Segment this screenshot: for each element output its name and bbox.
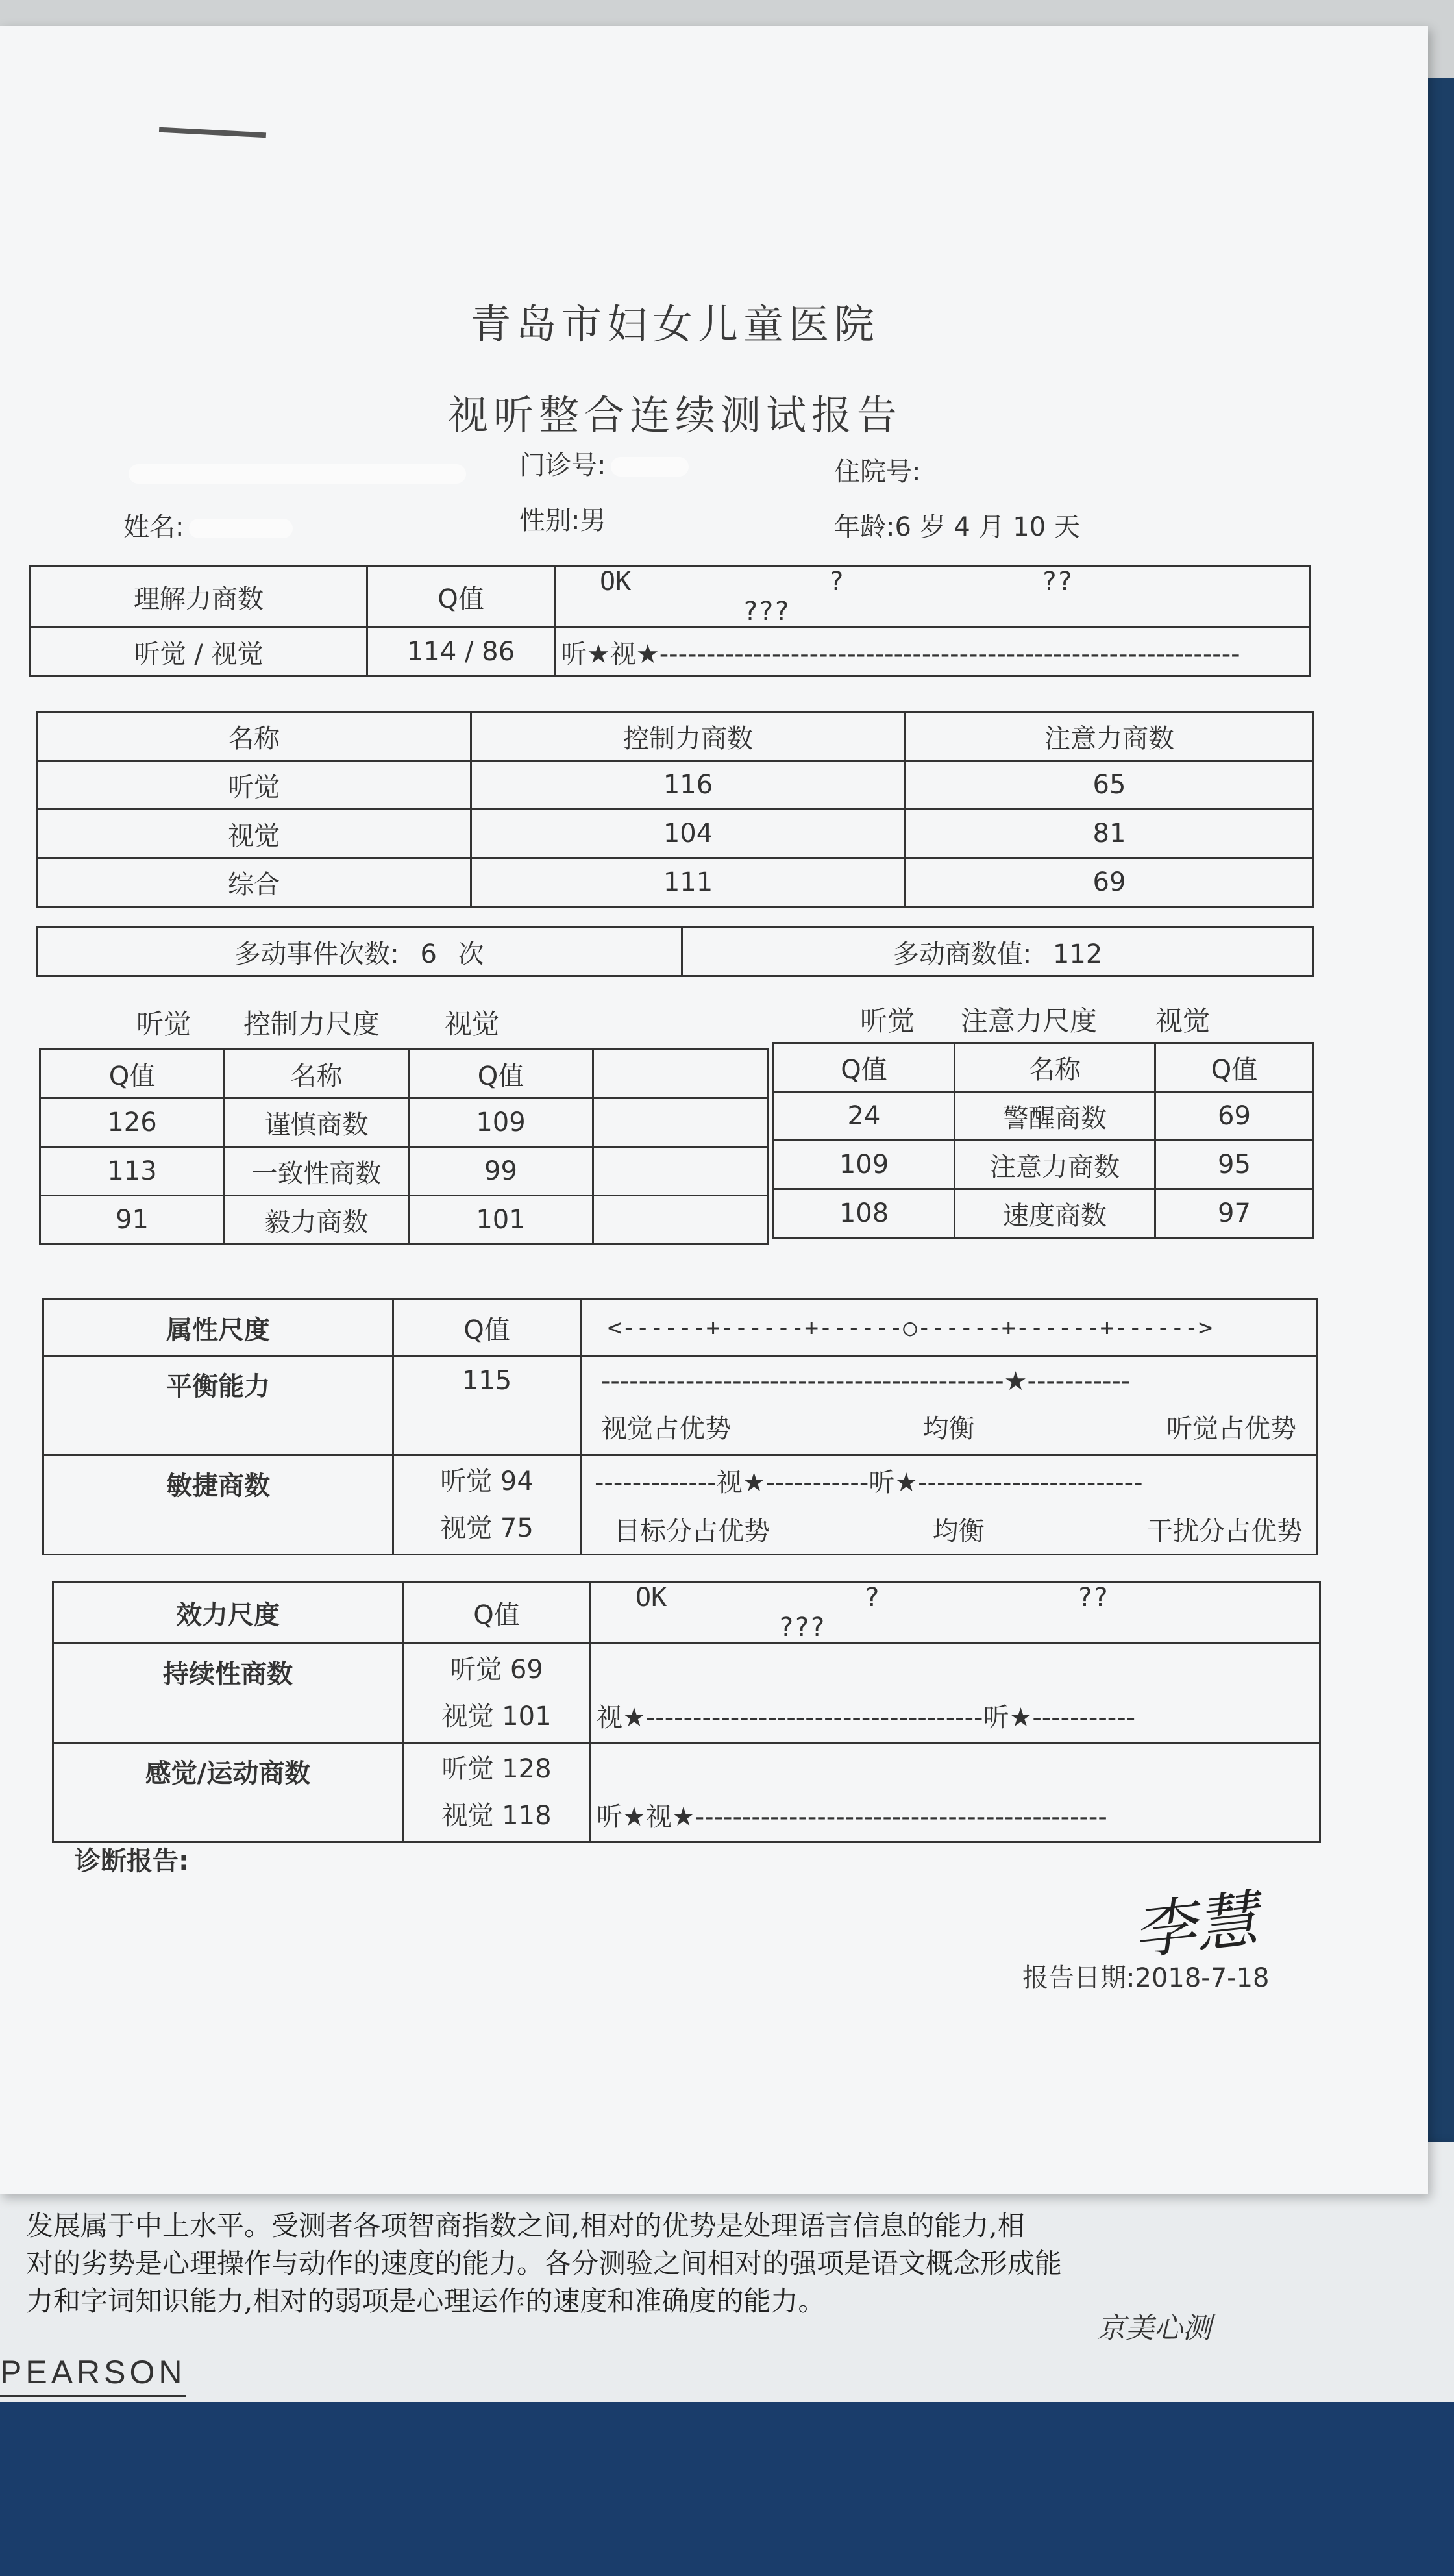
scale-ok: OK — [635, 1583, 667, 1613]
outpatient-label: 门诊号: — [519, 451, 606, 480]
underlying-brand-logo: 京美心测 — [1097, 2312, 1211, 2345]
table-row — [37, 858, 1314, 907]
sensory-label: 感觉/运动商数 — [53, 1743, 403, 1842]
sustain-values — [403, 1644, 591, 1743]
control-scale-left: 听觉 — [136, 1008, 191, 1040]
patient-name — [123, 506, 293, 543]
sensory-vis: 视觉 118 — [441, 1801, 552, 1831]
sensory-line: 听★视★-------------------------------------------- — [591, 1743, 1320, 1842]
redacted-line — [123, 458, 466, 488]
table-row — [774, 1141, 1314, 1189]
effort-scale — [591, 1582, 1320, 1644]
inpatient-label: 住院号: — [834, 457, 921, 487]
cs-blank — [593, 1050, 769, 1098]
hyper-events — [37, 928, 682, 976]
agility-legend — [595, 1511, 1303, 1548]
ca-row-control: 104 — [471, 810, 906, 858]
control-scale-table — [39, 1048, 769, 1245]
scale-q3: ??? — [778, 1613, 826, 1642]
sex-label: 性别: — [519, 506, 580, 536]
hyper-events-label: 多动事件次数: — [234, 939, 399, 969]
effort-q-header: Q值 — [403, 1582, 591, 1644]
agility-vis: 视觉 75 — [440, 1513, 534, 1543]
ca-row-name: 视觉 — [37, 810, 471, 858]
as-vis: 69 — [1155, 1092, 1314, 1141]
hyper-events-value: 6 — [420, 939, 437, 969]
redaction-mark — [189, 519, 293, 538]
comprehension-label: 理解力商数 — [31, 566, 367, 628]
sustain-line: 视★------------------------------------听★----------- — [591, 1644, 1320, 1743]
balance-line: -------------------------------------------★----------- — [601, 1366, 1131, 1396]
cs-header-name: 名称 — [225, 1050, 409, 1098]
ca-header-control: 控制力商数 — [471, 712, 906, 761]
agility-aud: 听觉 94 — [440, 1467, 534, 1496]
table-row — [774, 1189, 1314, 1238]
report-paper — [0, 26, 1428, 2194]
control-attention-table — [36, 711, 1314, 908]
cs-blank — [593, 1098, 769, 1147]
ca-row-attention: 69 — [906, 858, 1314, 907]
cs-aud: 126 — [40, 1098, 225, 1147]
table-row — [37, 761, 1314, 810]
inpatient-number — [834, 451, 920, 488]
balance-legend — [601, 1408, 1296, 1445]
hyper-quotient-value: 112 — [1052, 939, 1103, 969]
as-vis: 97 — [1155, 1189, 1314, 1238]
attention-scale-title: 注意力尺度 — [961, 1005, 1098, 1037]
hospital-name: 青岛市妇女儿童医院 — [470, 301, 880, 348]
effort-table — [52, 1581, 1321, 1843]
sustain-label: 持续性商数 — [53, 1644, 403, 1743]
balance-right: 听觉占优势 — [1166, 1413, 1296, 1444]
cs-header-vis: Q值 — [409, 1050, 593, 1098]
comprehension-stars: 听★视★ — [561, 639, 659, 669]
attribute-label: 属性尺度 — [43, 1300, 393, 1356]
cs-blank — [593, 1196, 769, 1245]
ca-header-name: 名称 — [37, 712, 471, 761]
as-name: 注意力商数 — [955, 1141, 1155, 1189]
background-floor — [0, 2402, 1454, 2576]
diagnosis-label: 诊断报告: — [75, 1846, 189, 1876]
agility-right: 干扰分占优势 — [1147, 1517, 1303, 1546]
ca-row-attention: 81 — [906, 810, 1314, 858]
cs-vis: 99 — [409, 1147, 593, 1196]
q-header: Q值 — [367, 566, 555, 628]
sensory-values — [403, 1743, 591, 1842]
hyper-events-unit: 次 — [458, 939, 484, 969]
table-row — [774, 1092, 1314, 1141]
cs-header-aud: Q值 — [40, 1050, 225, 1098]
report-date-label: 报告日期: — [1022, 1963, 1135, 1993]
sustain-vis: 视觉 101 — [441, 1702, 552, 1731]
control-scale-right: 视觉 — [445, 1008, 500, 1040]
attention-scale-right: 视觉 — [1155, 1005, 1211, 1037]
cs-name: 谨慎商数 — [225, 1098, 409, 1147]
balance-value: 115 — [393, 1356, 581, 1455]
as-header-aud: Q值 — [774, 1043, 955, 1092]
balance-scale — [581, 1356, 1317, 1455]
comprehension-scale — [555, 566, 1311, 628]
as-aud: 109 — [774, 1141, 955, 1189]
comprehension-row-values: 114 / 86 — [367, 628, 555, 676]
effort-label: 效力尺度 — [53, 1582, 403, 1644]
attribute-q-header: Q值 — [393, 1300, 581, 1356]
scale-q3: ??? — [743, 597, 790, 626]
sex-value: 男 — [580, 506, 606, 536]
scale-q2: ?? — [1041, 567, 1073, 597]
attribute-table — [42, 1298, 1318, 1555]
comprehension-table — [29, 565, 1311, 677]
scale-q1: ? — [864, 1583, 880, 1613]
patient-age — [834, 506, 1080, 543]
hyper-quotient-label: 多动商数值: — [893, 939, 1032, 969]
cs-blank — [593, 1147, 769, 1196]
attention-scale-table — [772, 1042, 1314, 1239]
ca-row-name: 听觉 — [37, 761, 471, 810]
agility-mid: 均衡 — [932, 1517, 985, 1546]
cs-aud: 113 — [40, 1147, 225, 1196]
report-date — [1022, 1957, 1270, 1994]
sensory-aud: 听觉 128 — [441, 1754, 552, 1784]
scale-q1: ? — [828, 567, 844, 597]
hyperactivity-table — [36, 926, 1314, 977]
balance-left: 视觉占优势 — [601, 1413, 731, 1444]
name-label: 姓名: — [123, 512, 184, 542]
table-row — [40, 1098, 769, 1147]
cs-vis: 101 — [409, 1196, 593, 1245]
attribute-scale-line: <------+------+------○------+------+------> — [581, 1300, 1317, 1356]
ca-row-control: 111 — [471, 858, 906, 907]
table-row — [40, 1196, 769, 1245]
underlying-line: 对的劣势是心理操作与动作的速度的能力。各分测验之间相对的强项是语文概念形成能 — [26, 2248, 1063, 2279]
cs-aud: 91 — [40, 1196, 225, 1245]
ca-header-attention: 注意力商数 — [906, 712, 1314, 761]
staple-mark — [159, 127, 266, 138]
patient-sex — [519, 500, 606, 537]
comprehension-row-marks: 听★视★-------------------------------------------------------------- — [555, 628, 1311, 676]
as-vis: 95 — [1155, 1141, 1314, 1189]
attention-scale-left: 听觉 — [860, 1005, 915, 1037]
doctor-signature: 李慧 — [1129, 1883, 1262, 1968]
table-row — [40, 1147, 769, 1196]
control-scale-title: 控制力尺度 — [243, 1008, 380, 1040]
pearson-logo: PEARSON — [0, 2353, 186, 2397]
redaction-mark — [611, 457, 689, 477]
ca-row-attention: 65 — [906, 761, 1314, 810]
agility-left: 目标分占优势 — [614, 1517, 770, 1546]
comprehension-row-label: 听觉 / 视觉 — [31, 628, 367, 676]
agility-values — [393, 1455, 581, 1555]
underlying-sheet-text — [26, 2207, 1324, 2320]
outpatient-number — [519, 445, 689, 482]
scale-q2: ?? — [1077, 1583, 1109, 1613]
balance-mid: 均衡 — [922, 1413, 975, 1444]
underlying-line: 发展属于中上水平。受测者各项智商指数之间,相对的优势是处理语言信息的能力,相 — [26, 2210, 1025, 2242]
agility-line: -------------视★-----------听★------------------------ — [595, 1468, 1143, 1498]
table-row — [37, 810, 1314, 858]
redaction-mark — [129, 464, 466, 484]
cs-name: 毅力商数 — [225, 1196, 409, 1245]
age-value: 6 岁 4 月 10 天 — [894, 512, 1080, 542]
sustain-aud: 听觉 69 — [450, 1655, 543, 1685]
agility-scale — [581, 1455, 1317, 1555]
hyper-quotient — [682, 928, 1314, 976]
ca-row-control: 116 — [471, 761, 906, 810]
agility-label: 敏捷商数 — [43, 1455, 393, 1555]
balance-label: 平衡能力 — [43, 1356, 393, 1455]
as-aud: 108 — [774, 1189, 955, 1238]
as-name: 速度商数 — [955, 1189, 1155, 1238]
as-header-name: 名称 — [955, 1043, 1155, 1092]
report-date-value: 2018-7-18 — [1135, 1963, 1270, 1993]
as-aud: 24 — [774, 1092, 955, 1141]
age-label: 年龄: — [834, 512, 895, 542]
scale-ok: OK — [600, 567, 632, 597]
cs-vis: 109 — [409, 1098, 593, 1147]
cs-name: 一致性商数 — [225, 1147, 409, 1196]
underlying-line: 力和字词知识能力,相对的弱项是心理运作的速度和准确度的能力。 — [26, 2285, 826, 2317]
ca-row-name: 综合 — [37, 858, 471, 907]
as-header-vis: Q值 — [1155, 1043, 1314, 1092]
report-title: 视听整合连续测试报告 — [447, 391, 902, 439]
as-name: 警醒商数 — [955, 1092, 1155, 1141]
